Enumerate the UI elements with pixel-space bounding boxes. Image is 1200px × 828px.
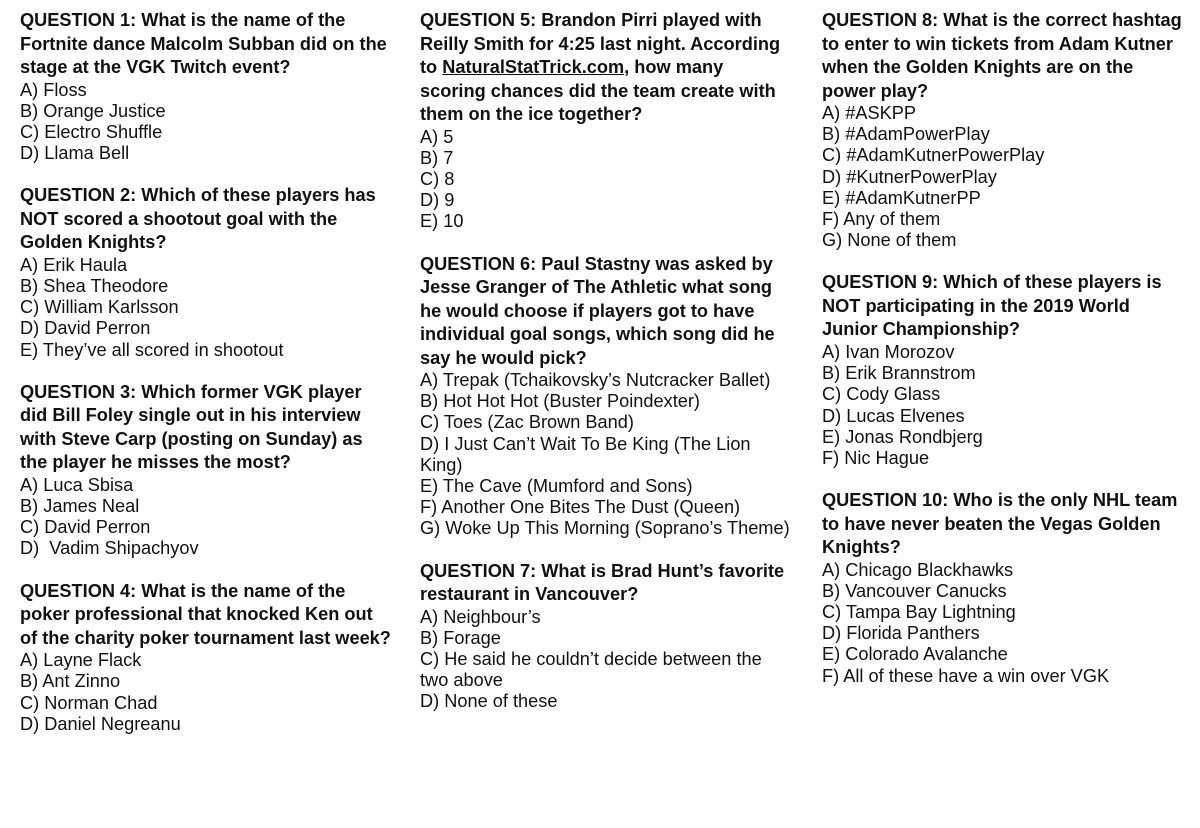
question-text (420, 9, 790, 127)
answer-options (20, 80, 392, 165)
question-1 (20, 9, 392, 164)
answer-option: B) Orange Justice (20, 100, 166, 121)
answer-option: B) Shea Theodore (20, 276, 169, 297)
answer-option: C) William Karlsson (20, 297, 179, 318)
answer-option: C) He said he couldn’t decide between the two above (420, 649, 762, 691)
question-3 (20, 381, 392, 560)
answer-option: E) They’ve all scored in shootout (20, 339, 284, 360)
answer-option: B) Ant Zinno (20, 671, 121, 692)
question-10 (822, 489, 1190, 687)
question-6 (420, 253, 790, 540)
naturalstattrick-link[interactable]: NaturalStatTrick.com (442, 57, 625, 77)
answer-option: D) David Perron (20, 318, 151, 339)
question-9 (822, 271, 1190, 469)
column-3 (822, 9, 1190, 707)
answer-option: D) 9 (420, 190, 455, 211)
question-text: QUESTION 3: Which former VGK player did Bill Foley single out in his interview with Steve Carp (posting on Sunday) as the player he misses the most? (20, 381, 363, 473)
question-text: QUESTION 8: What is the correct hashtag to enter to win tickets from Adam Kutner when the Golden Knights are on the power play? (822, 10, 1182, 101)
answer-option: D) Daniel Negreanu (20, 713, 181, 734)
answer-option: B) Vancouver Canucks (822, 580, 1007, 601)
question-2 (20, 184, 392, 361)
answer-option: A) Chicago Blackhawks (822, 559, 1014, 580)
answer-option: E) Colorado Avalanche (822, 644, 1008, 665)
answer-option: C) Electro Shuffle (20, 121, 163, 142)
answer-option: B) #AdamPowerPlay (822, 124, 990, 145)
answer-option: C) 8 (420, 168, 455, 189)
answer-option: D) None of these (420, 691, 558, 712)
question-8 (822, 9, 1190, 251)
question-text-after-link: , how many scoring chances did the team create with them on the ice together? (420, 57, 776, 124)
question-text-before-link: QUESTION 5: Brandon Pirri played with Reilly Smith for 4:25 last night. According to (420, 10, 781, 77)
answer-options (20, 650, 392, 735)
question-text: QUESTION 2: Which of these players has NOT scored a shootout goal with the Golden Knights? (20, 185, 376, 253)
answer-option: A) #ASKPP (822, 103, 917, 123)
answer-option: C) Tampa Bay Lightning (822, 602, 1016, 623)
answer-option: A) Floss (20, 79, 87, 100)
column-2 (420, 9, 790, 733)
question-text: QUESTION 6: Paul Stastny was asked by Jesse Granger of The Athletic what song he would choose if players got to have individual goal songs, which song did he say he would pick? (420, 253, 775, 368)
answer-option: C) David Perron (20, 517, 151, 538)
answer-option: C) #AdamKutnerPowerPlay (822, 145, 1045, 166)
answer-option: F) All of these have a win over VGK (822, 665, 1110, 686)
answer-options (20, 475, 392, 560)
answer-option: D) I Just Can’t Wait To Be King (The Lion King) (420, 433, 751, 475)
answer-option: G) Woke Up This Morning (Soprano’s Theme) (420, 518, 790, 539)
question-text: QUESTION 9: Which of these players is NOT participating in the 2019 World Junior Championship? (822, 272, 1162, 340)
answer-option: C) Toes (Zac Brown Band) (420, 412, 634, 433)
answer-option: A) Trepak (Tchaikovsky’s Nutcracker Ballet) (420, 370, 771, 391)
answer-option: A) Luca Sbisa (20, 474, 134, 495)
answer-option: B) Erik Brannstrom (822, 363, 976, 384)
answer-option: A) Neighbour’s (420, 606, 541, 627)
answer-option: A) Erik Haula (20, 254, 128, 275)
answer-option: D) Lucas Elvenes (822, 405, 965, 426)
answer-option: B) 7 (420, 147, 454, 168)
answer-option: F) Nic Hague (822, 447, 930, 468)
answer-option: D) #KutnerPowerPlay (822, 166, 997, 187)
answer-option: E) Jonas Rondbjerg (822, 426, 983, 447)
answer-options (822, 560, 1190, 687)
question-4 (20, 580, 392, 735)
answer-option: D) Llama Bell (20, 143, 130, 164)
answer-options (420, 127, 790, 233)
answer-option: F) Any of them (822, 209, 941, 230)
question-text: QUESTION 4: What is the name of the poker professional that knocked Ken out of the charity poker tournament last week? (20, 580, 391, 648)
question-7 (420, 560, 790, 713)
answer-option: B) James Neal (20, 496, 140, 517)
answer-option: D) Vadim Shipachyov (20, 538, 199, 559)
answer-options (420, 607, 790, 713)
answer-option: E) #AdamKutnerPP (822, 187, 981, 208)
answer-option: E) The Cave (Mumford and Sons) (420, 476, 693, 497)
answer-option: A) 5 (420, 126, 454, 147)
answer-option: B) Hot Hot Hot (Buster Poindexter) (420, 391, 700, 412)
answer-option: B) Forage (420, 627, 501, 648)
answer-option: A) Layne Flack (20, 650, 142, 671)
question-text: QUESTION 10: Who is the only NHL team to have never beaten the Vegas Golden Knights? (822, 490, 1178, 558)
answer-options (822, 342, 1190, 469)
question-5 (420, 9, 790, 233)
answer-options (420, 370, 790, 540)
answer-option: E) 10 (420, 211, 464, 232)
answer-option: C) Norman Chad (20, 692, 158, 713)
answer-option: G) None of them (822, 230, 957, 251)
answer-option: F) Another One Bites The Dust (Queen) (420, 497, 741, 518)
answer-option: A) Ivan Morozov (822, 341, 955, 362)
column-1 (20, 9, 392, 755)
answer-options (822, 103, 1190, 251)
answer-options (20, 255, 392, 361)
question-text: QUESTION 7: What is Brad Hunt’s favorite restaurant in Vancouver? (420, 560, 785, 605)
question-text: QUESTION 1: What is the name of the Fortnite dance Malcolm Subban did on the stage at the VGK Twitch event? (20, 10, 387, 77)
answer-option: C) Cody Glass (822, 384, 941, 405)
answer-option: D) Florida Panthers (822, 623, 980, 644)
